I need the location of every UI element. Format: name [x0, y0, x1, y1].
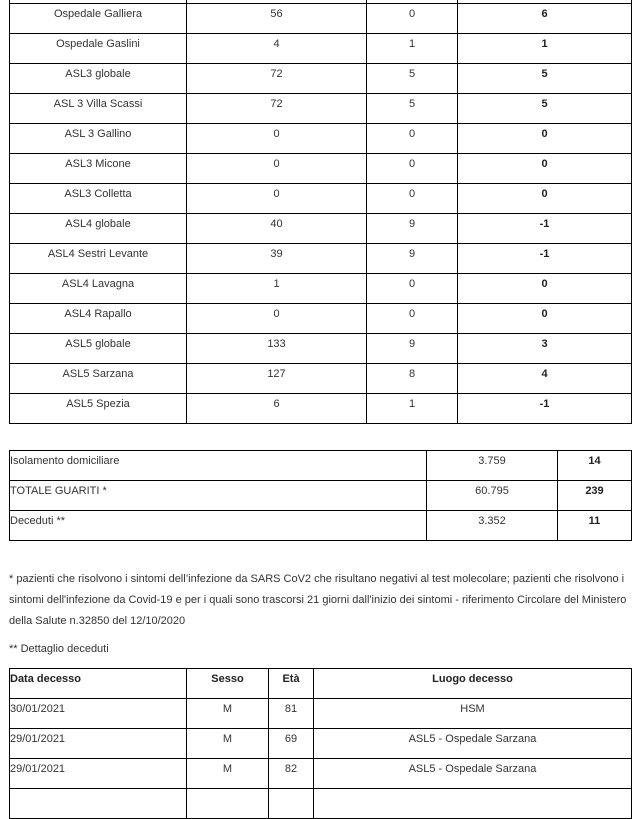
- footnote-deceduti: ** Dettaglio deceduti: [9, 643, 109, 655]
- hospital-name: ASL4 Sestri Levante: [10, 244, 187, 274]
- death-place: HSM: [314, 699, 632, 729]
- hospital-delta-1: 5: [367, 94, 458, 124]
- header-place: Luogo decesso: [314, 669, 632, 699]
- hospital-name: ASL3 globale: [10, 64, 187, 94]
- summary-delta: 11: [558, 511, 632, 541]
- summary-delta: 239: [558, 481, 632, 511]
- hospital-name: ASL 3 Gallino: [10, 124, 187, 154]
- table-row: [10, 34, 632, 64]
- death-age: 69: [269, 729, 314, 759]
- hospital-name: ASL5 globale: [10, 334, 187, 364]
- hospital-delta-2: 0: [458, 274, 632, 304]
- death-age: 81: [269, 699, 314, 729]
- hospital-delta-1: 5: [367, 64, 458, 94]
- header-date: Data decesso: [10, 669, 187, 699]
- death-sex: M: [187, 759, 269, 789]
- hospital-delta-2: 0: [458, 184, 632, 214]
- hospital-delta-2: 3: [458, 334, 632, 364]
- table-row: [10, 274, 632, 304]
- table-row: [10, 64, 632, 94]
- hospital-value: 127: [187, 364, 367, 394]
- table-row: [10, 154, 632, 184]
- death-sex: M: [187, 729, 269, 759]
- hospital-delta-1: 0: [367, 184, 458, 214]
- hospital-delta-1: 0: [367, 154, 458, 184]
- deaths-header-row: [10, 669, 632, 699]
- hospital-value: 4: [187, 34, 367, 64]
- summary-label: Deceduti **: [10, 511, 427, 541]
- summary-value: 60.795: [427, 481, 558, 511]
- hospital-name: ASL 3 Villa Scassi: [10, 94, 187, 124]
- hospital-name: ASL4 globale: [10, 214, 187, 244]
- death-date: 30/01/2021: [10, 699, 187, 729]
- hospital-delta-2: 6: [458, 4, 632, 34]
- hospital-value: 0: [187, 304, 367, 334]
- death-place: [314, 789, 632, 819]
- table-row: [10, 214, 632, 244]
- hospital-table: [9, 0, 632, 424]
- table-row: [10, 789, 632, 819]
- table-row: [10, 4, 632, 34]
- deaths-table: [9, 668, 632, 819]
- hospital-delta-1: 0: [367, 4, 458, 34]
- summary-value: 3.352: [427, 511, 558, 541]
- hospital-delta-1: 9: [367, 214, 458, 244]
- table-row: [10, 511, 632, 541]
- table-row: [10, 94, 632, 124]
- hospital-name: ASL5 Sarzana: [10, 364, 187, 394]
- hospital-name: Ospedale Gaslini: [10, 34, 187, 64]
- death-date: 29/01/2021: [10, 759, 187, 789]
- summary-delta: 14: [558, 451, 632, 481]
- table-row: [10, 729, 632, 759]
- hospital-value: 0: [187, 184, 367, 214]
- table-row: [10, 334, 632, 364]
- death-age: 82: [269, 759, 314, 789]
- hospital-name: ASL3 Colletta: [10, 184, 187, 214]
- hospital-value: 39: [187, 244, 367, 274]
- table-row: [10, 699, 632, 729]
- table-row: [10, 244, 632, 274]
- death-place: ASL5 - Ospedale Sarzana: [314, 729, 632, 759]
- hospital-value: 72: [187, 94, 367, 124]
- hospital-delta-2: 0: [458, 304, 632, 334]
- summary-label: Isolamento domiciliare: [10, 451, 427, 481]
- table-row: [10, 184, 632, 214]
- death-date: 29/01/2021: [10, 729, 187, 759]
- hospital-delta-1: 9: [367, 334, 458, 364]
- hospital-delta-1: 0: [367, 304, 458, 334]
- hospital-delta-2: 1: [458, 34, 632, 64]
- hospital-value: 1: [187, 274, 367, 304]
- hospital-name: ASL4 Lavagna: [10, 274, 187, 304]
- hospital-delta-2: 0: [458, 124, 632, 154]
- hospital-delta-1: 8: [367, 364, 458, 394]
- table-row: [10, 124, 632, 154]
- death-sex: [187, 789, 269, 819]
- header-sex: Sesso: [187, 669, 269, 699]
- table-row: [10, 759, 632, 789]
- table-row: [10, 304, 632, 334]
- death-sex: M: [187, 699, 269, 729]
- hospital-delta-1: 1: [367, 394, 458, 424]
- hospital-value: 56: [187, 4, 367, 34]
- hospital-delta-2: 5: [458, 64, 632, 94]
- hospital-value: 0: [187, 154, 367, 184]
- summary-value: 3.759: [427, 451, 558, 481]
- hospital-delta-2: -1: [458, 394, 632, 424]
- header-age: Età: [269, 669, 314, 699]
- hospital-delta-2: -1: [458, 214, 632, 244]
- footnote-guariti: * pazienti che risolvono i sintomi dell’infezione da SARS CoV2 che risultano negativi al test molecolare; pazienti che risolvono i sintomi dell'infezione da Covid-19 e per i quali sono trascorsi 21 giorni dall'inizio dei sintomi - riferimento Circolare del Ministero della Salute n.32850 del 12/10/2020: [9, 573, 627, 627]
- hospital-name: ASL5 Spezia: [10, 394, 187, 424]
- death-date: [10, 789, 187, 819]
- summary-table: [9, 450, 632, 541]
- hospital-name: ASL4 Rapallo: [10, 304, 187, 334]
- death-place: ASL5 - Ospedale Sarzana: [314, 759, 632, 789]
- hospital-delta-2: 5: [458, 94, 632, 124]
- table-row: [10, 451, 632, 481]
- death-age: [269, 789, 314, 819]
- hospital-delta-1: 9: [367, 244, 458, 274]
- hospital-delta-1: 0: [367, 274, 458, 304]
- hospital-value: 0: [187, 124, 367, 154]
- hospital-delta-2: 0: [458, 154, 632, 184]
- summary-label: TOTALE GUARITI *: [10, 481, 427, 511]
- hospital-delta-1: 0: [367, 124, 458, 154]
- hospital-value: 72: [187, 64, 367, 94]
- hospital-value: 133: [187, 334, 367, 364]
- table-row: [10, 481, 632, 511]
- hospital-name: ASL3 Micone: [10, 154, 187, 184]
- hospital-delta-1: 1: [367, 34, 458, 64]
- table-row: [10, 364, 632, 394]
- hospital-value: 40: [187, 214, 367, 244]
- hospital-delta-2: 4: [458, 364, 632, 394]
- table-row: [10, 394, 632, 424]
- hospital-name: Ospedale Galliera: [10, 4, 187, 34]
- hospital-value: 6: [187, 394, 367, 424]
- hospital-delta-2: -1: [458, 244, 632, 274]
